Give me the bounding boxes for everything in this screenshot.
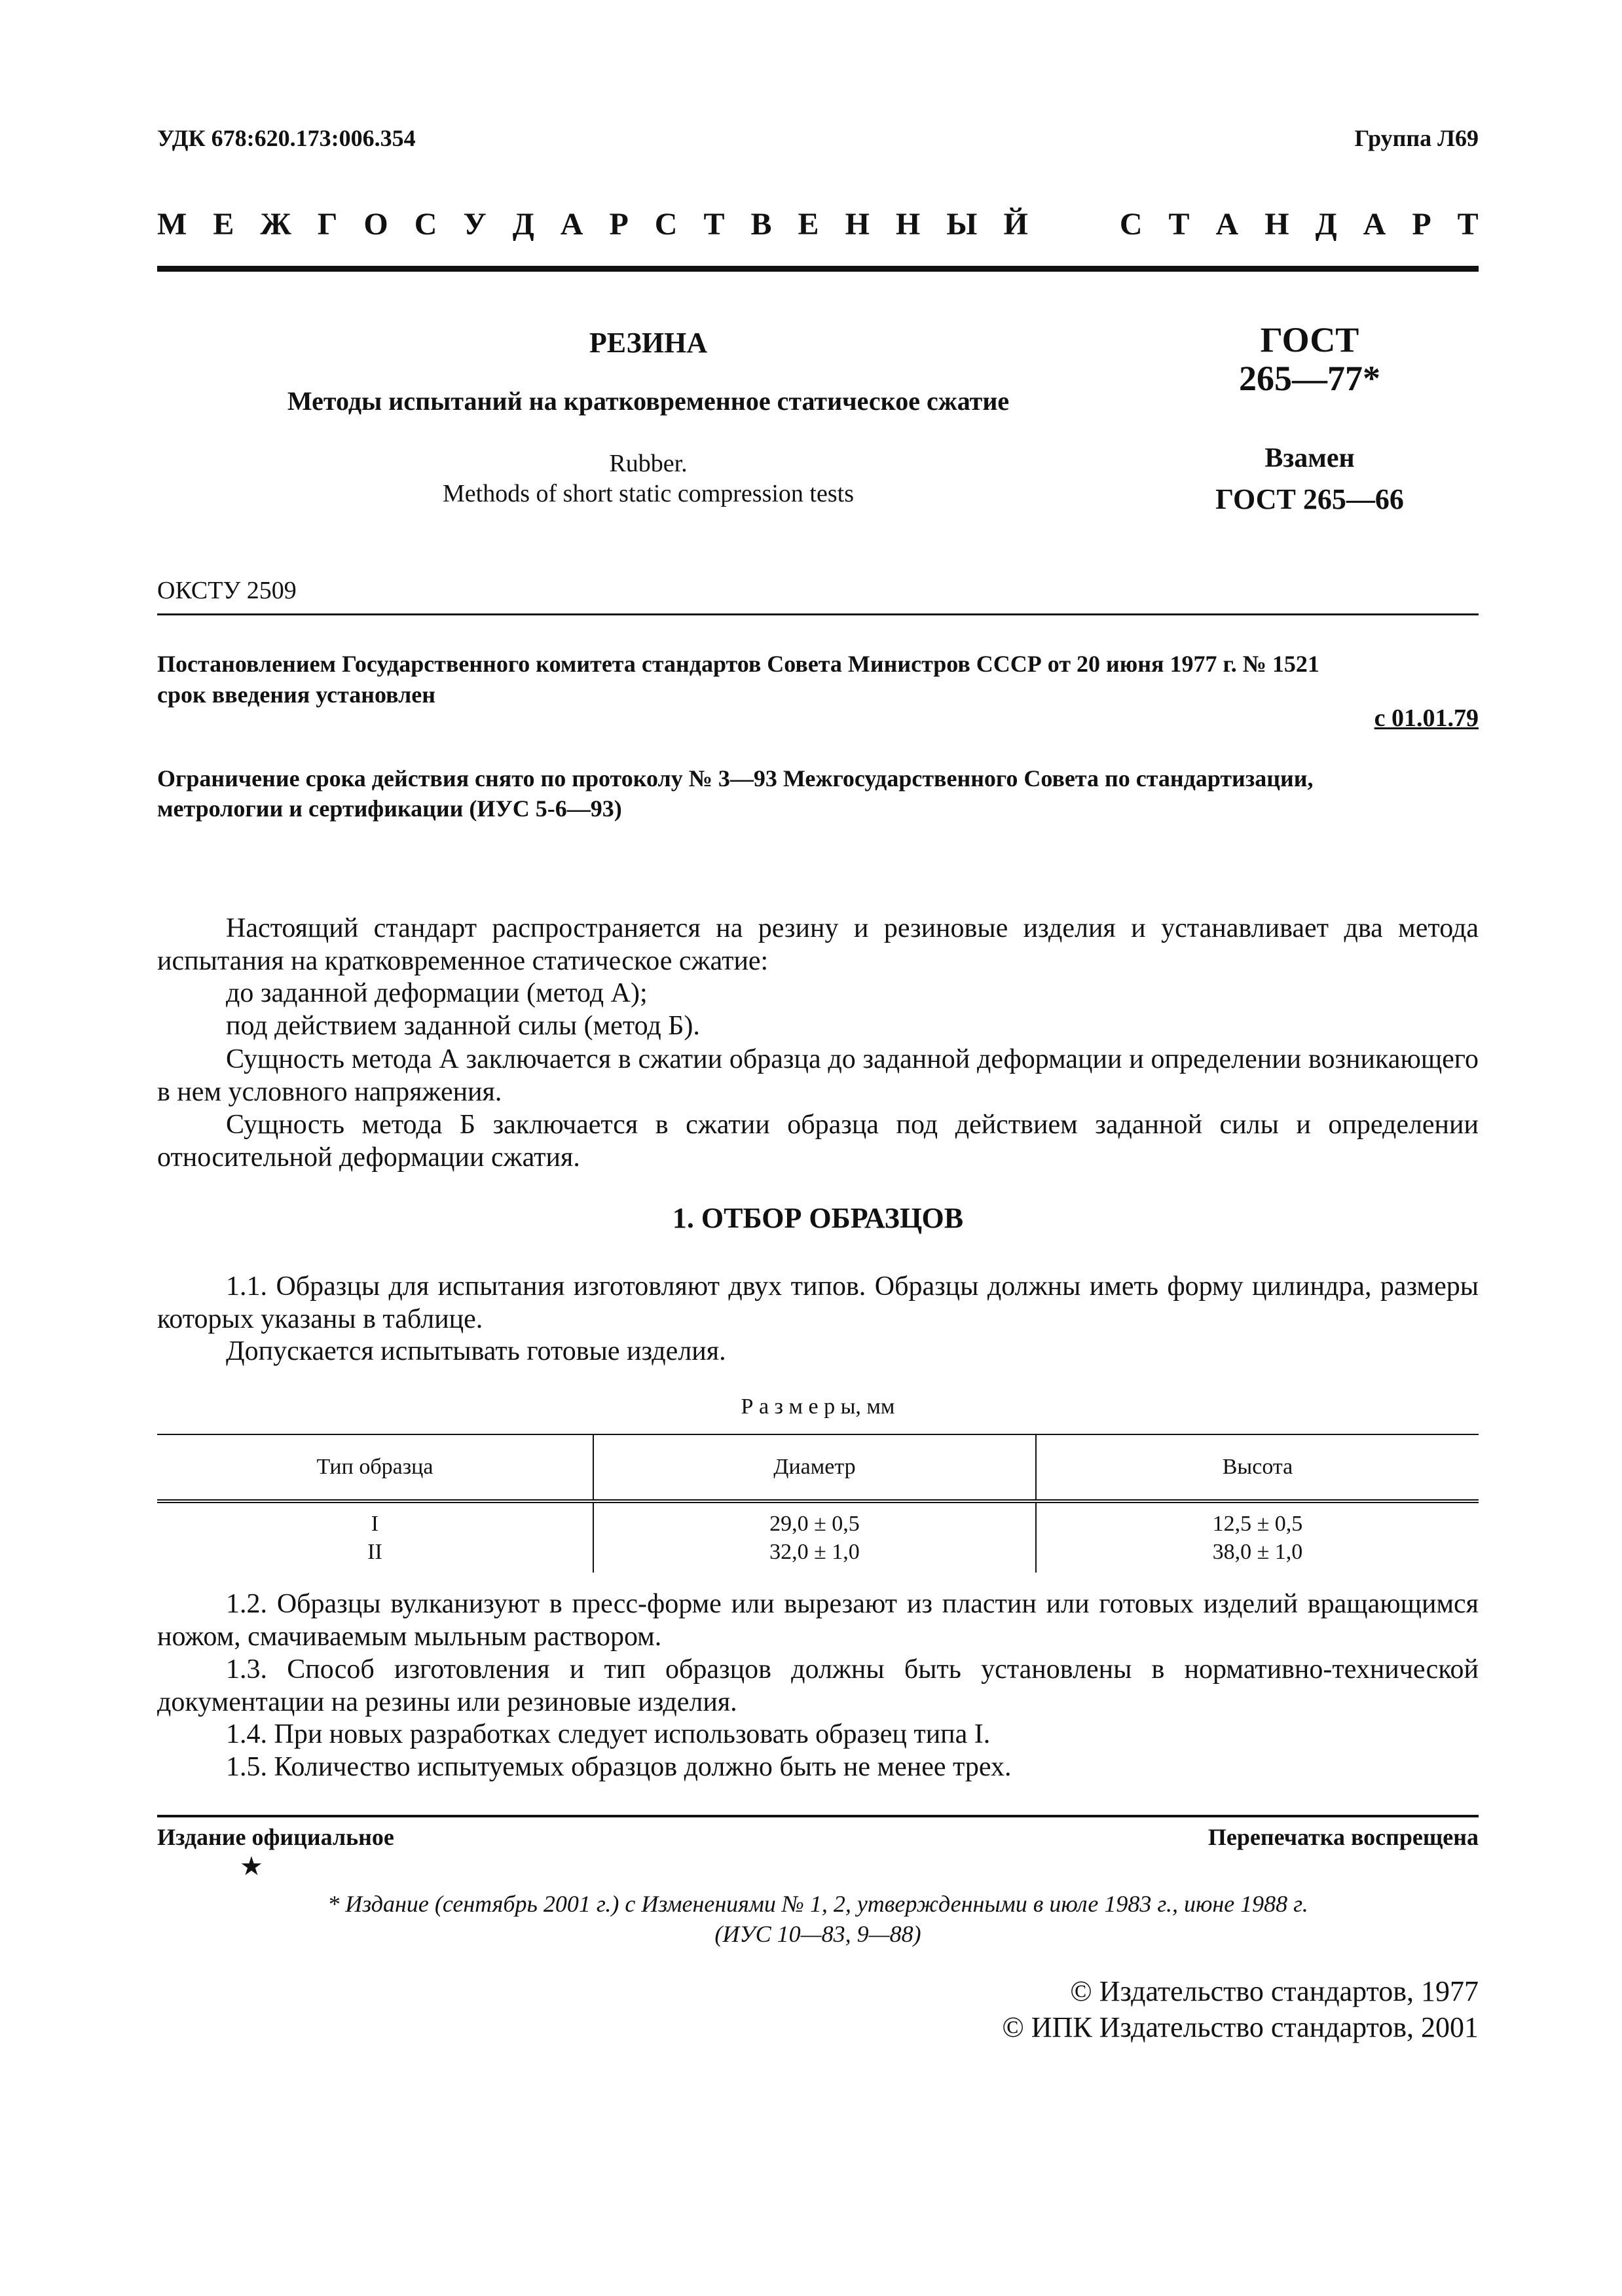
restriction-line1: Ограничение срока действия снято по протоколу № 3—93 Межгосударственного Совета по стандартизации, (157, 765, 1314, 792)
footer-rule (157, 1815, 1479, 1817)
edition-note-line2: (ИУС 10—83, 9—88) (714, 1921, 921, 1947)
method-a-line: до заданной деформации (метод А); (226, 978, 648, 1008)
heading-letter: Т (1457, 206, 1479, 242)
decree-line2: срок введения установлен (157, 682, 436, 708)
udk-code: УДК 678:620.173:006.354 (157, 125, 416, 151)
heading-letter: Н (845, 206, 870, 242)
document-title: РЕЗИНА (589, 327, 708, 359)
official-edition-label: Издание официальное (157, 1824, 394, 1850)
heading-letter: А (1363, 206, 1386, 242)
cell-diameter: 29,0 ± 0,5 (593, 1501, 1036, 1538)
clause-1-1: 1.1. Образцы для испытания изготовляют двух типов. Образцы должны иметь форму цилиндра, размеры которых указаны в таблице. (157, 1271, 1479, 1334)
heading-letter: Т (703, 206, 725, 242)
heading-letter: Г (317, 206, 338, 242)
section-heading: 1. ОТБОР ОБРАЗЦОВ (672, 1202, 964, 1234)
replaces-number: ГОСТ 265—66 (1215, 483, 1404, 515)
heading-letter: О (363, 206, 388, 242)
header-height: Высота (1036, 1434, 1479, 1501)
heading-letter: Н (895, 206, 921, 242)
decree-line1: Постановлением Государственного комитета стандартов Совета Министров СССР от 20 июня 1977 г. № 1521 (157, 651, 1319, 677)
heading-letter: Т (1168, 206, 1190, 242)
clause-1-2: 1.2. Образцы вулканизуют в пресс-форме или вырезают из пластин или готовых изделий вращающимся ножом, смачиваемым мыльным раствором. (157, 1589, 1479, 1652)
sample-sizes-table (157, 1434, 1479, 1573)
reprint-prohibited-label: Перепечатка воспрещена (1207, 1824, 1479, 1850)
table-row (157, 1538, 1479, 1573)
heading-letter: Д (1315, 206, 1337, 242)
standard-type-heading (157, 204, 1479, 244)
heading-letter: А (560, 206, 583, 242)
heading-letter: Р (1412, 206, 1431, 242)
table-caption: Р а з м е р ы, мм (741, 1394, 895, 1419)
header-sample-type: Тип образца (157, 1434, 593, 1501)
heading-letter: В (750, 206, 772, 242)
header-diameter: Диаметр (593, 1434, 1036, 1501)
heading-letter: С (1119, 206, 1143, 242)
cell-height: 12,5 ± 0,5 (1036, 1501, 1479, 1538)
document-subtitle: Методы испытаний на кратковременное статическое сжатие (287, 386, 1010, 416)
heading-letter: Е (213, 206, 234, 242)
clause-1-1-note: Допускается испытывать готовые изделия. (226, 1336, 726, 1366)
gost-label: ГОСТ (1260, 320, 1359, 359)
heading-letter: У (463, 206, 487, 242)
header-thick-rule (157, 266, 1479, 272)
heading-letter: Н (1264, 206, 1289, 242)
clause-1-4: 1.4. При новых разработках следует использовать образец типа I. (226, 1719, 991, 1749)
heading-letter: Ы (946, 206, 978, 242)
clause-1-3: 1.3. Способ изготовления и тип образцов должны быть установлены в нормативно-технической документации на резины или резиновые изделия. (157, 1654, 1479, 1717)
cell-height: 38,0 ± 1,0 (1036, 1538, 1479, 1573)
restriction-line2: метрологии и сертификации (ИУС 5-6—93) (157, 795, 622, 822)
oksty-code: ОКСТУ 2509 (157, 577, 297, 604)
heading-letter: Ж (260, 206, 291, 242)
heading-letter: Р (609, 206, 629, 242)
table-row (157, 1501, 1479, 1538)
replaces-label: Взамен (1264, 443, 1355, 473)
copyright-2001: © ИПК Издательство стандартов, 2001 (1002, 2011, 1479, 2043)
decree-date: с 01.01.79 (1374, 704, 1479, 732)
oksty-rule (157, 613, 1479, 615)
english-title-line1: Rubber. (609, 450, 688, 477)
heading-letter: Е (798, 206, 819, 242)
cell-diameter: 32,0 ± 1,0 (593, 1538, 1036, 1573)
method-b-line: под действием заданной силы (метод Б). (226, 1011, 700, 1041)
intro-paragraph: Настоящий стандарт распространяется на резину и резиновые изделия и устанавливает два метода испытания на кратковременное статическое сжатие: (157, 913, 1479, 976)
english-title-line2: Methods of short static compression tests (443, 480, 854, 507)
cell-type: II (367, 1540, 382, 1564)
clause-1-5: 1.5. Количество испытуемых образцов должно быть не менее трех. (226, 1752, 1012, 1782)
heading-letter: Й (1003, 206, 1028, 242)
star-icon: ★ (240, 1851, 263, 1881)
heading-letter: С (414, 206, 437, 242)
heading-letter: С (654, 206, 678, 242)
heading-letter: М (157, 206, 187, 242)
method-a-essence: Сущность метода А заключается в сжатии образца до заданной деформации и определении возникающего в нем условного напряжения. (157, 1044, 1479, 1107)
heading-letter: А (1215, 206, 1239, 242)
copyright-1977: © Издательство стандартов, 1977 (1070, 1975, 1479, 2007)
method-b-essence: Сущность метода Б заключается в сжатии образца под действием заданной силы и определении относительной деформации сжатия. (157, 1110, 1479, 1173)
gost-number: 265—77* (1239, 359, 1380, 398)
table-header-row (157, 1434, 1479, 1501)
group-code: Группа Л69 (1354, 125, 1479, 151)
cell-type: I (371, 1512, 379, 1536)
heading-letter: Д (512, 206, 534, 242)
edition-note-line1: * Издание (сентябрь 2001 г.) с Изменениями № 1, 2, утвержденными в июле 1983 г., июне 1988 г. (327, 1891, 1308, 1917)
